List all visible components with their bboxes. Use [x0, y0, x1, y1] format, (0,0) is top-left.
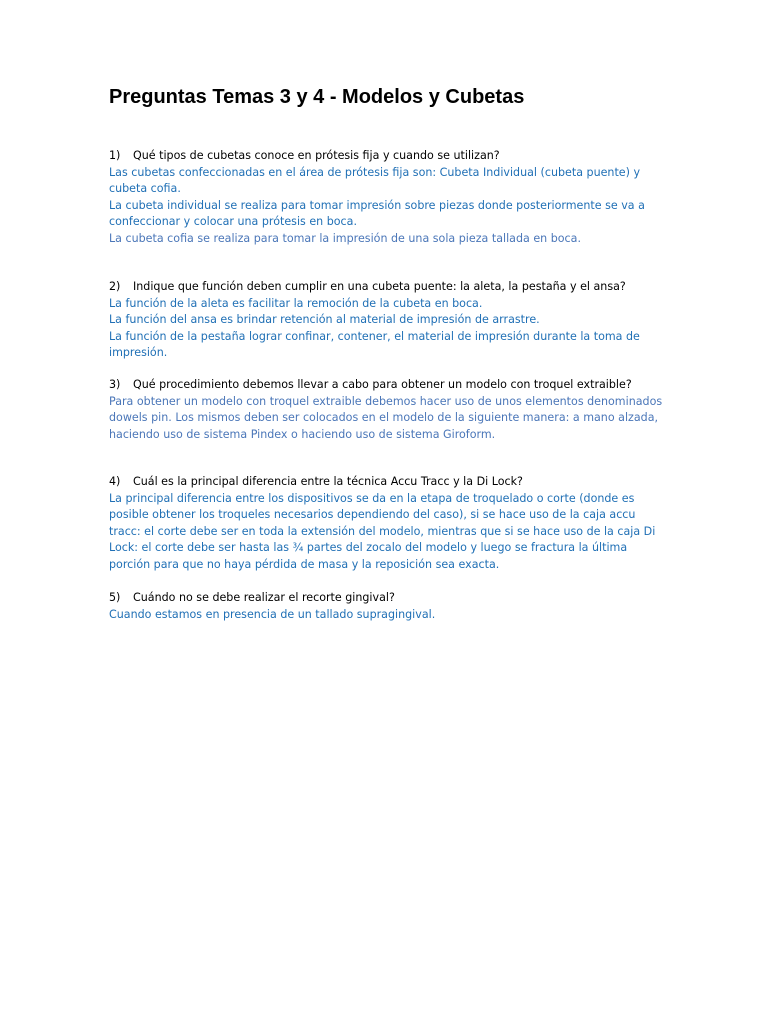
question-4	[109, 474, 664, 574]
document-title: Preguntas Temas 3 y 4 - Modelos y Cubetas	[109, 86, 525, 108]
question-1-number: 1)	[109, 149, 121, 162]
question-3-prompt	[109, 377, 664, 394]
question-4-number: 4)	[109, 475, 121, 488]
question-3-text: Qué procedimiento debemos llevar a cabo para obtener un modelo con troquel extraible?	[133, 378, 632, 391]
question-1-prompt	[109, 148, 664, 165]
question-4-text: Cuál es la principal diferencia entre la técnica Accu Tracc y la Di Lock?	[133, 475, 523, 488]
question-5-number: 5)	[109, 591, 121, 604]
question-3	[109, 377, 664, 443]
question-3-answer-1: Para obtener un modelo con troquel extraible debemos hacer uso de unos elementos denominados dowels pin. Los mismos deben ser colocados en el modelo de la siguiente manera: a mano alzada, haciendo uso de sistema Pindex o haciendo uso de sistema Giroform.	[109, 394, 663, 441]
question-1-text: Qué tipos de cubetas conoce en prótesis fija y cuando se utilizan?	[133, 149, 500, 162]
question-1-answer-2: La cubeta individual se realiza para tomar impresión sobre piezas donde posteriormente se va a confeccionar y colocar una prótesis en boca.	[109, 198, 645, 229]
question-2-prompt	[109, 279, 664, 296]
question-2-number: 2)	[109, 280, 121, 293]
question-5	[109, 590, 664, 623]
question-2-text: Indique que función deben cumplir en una cubeta puente: la aleta, la pestaña y el ansa?	[133, 280, 626, 293]
question-1	[109, 148, 664, 248]
question-5-prompt	[109, 590, 664, 607]
question-1-answer-3: La cubeta cofia se realiza para tomar la impresión de una sola pieza tallada en boca.	[109, 231, 581, 245]
question-5-text: Cuándo no se debe realizar el recorte gingival?	[133, 591, 395, 604]
question-2-answer-2: La función del ansa es brindar retención al material de impresión de arrastre.	[109, 313, 540, 327]
question-2	[109, 279, 664, 362]
question-1-answer-1: Las cubetas confeccionadas en el área de prótesis fija son: Cubeta Individual (cubeta puente) y cubeta cofia.	[109, 165, 641, 196]
question-4-answer-1: La principal diferencia entre los dispositivos se da en la etapa de troquelado o corte (donde es posible obtener los troqueles necesarios dependiendo del caso), si se hace uso de la caja accu tracc: el corte debe ser en toda la extensión del modelo, mientras que si se hace uso de la caja Di Lock: el corte debe ser hasta las ¾ partes del zocalo del modelo y luego se fractura la última porción para que no haya pérdida de masa y la reposición sea exacta.	[109, 491, 656, 571]
question-2-answer-1: La función de la aleta es facilitar la remoción de la cubeta en boca.	[109, 296, 483, 310]
question-5-answer-1: Cuando estamos en presencia de un tallado supragingival.	[109, 607, 436, 621]
question-2-answer-3: La función de la pestaña lograr confinar, contener, el material de impresión durante la toma de impresión.	[109, 329, 640, 360]
question-3-number: 3)	[109, 378, 121, 391]
question-4-prompt	[109, 474, 664, 491]
